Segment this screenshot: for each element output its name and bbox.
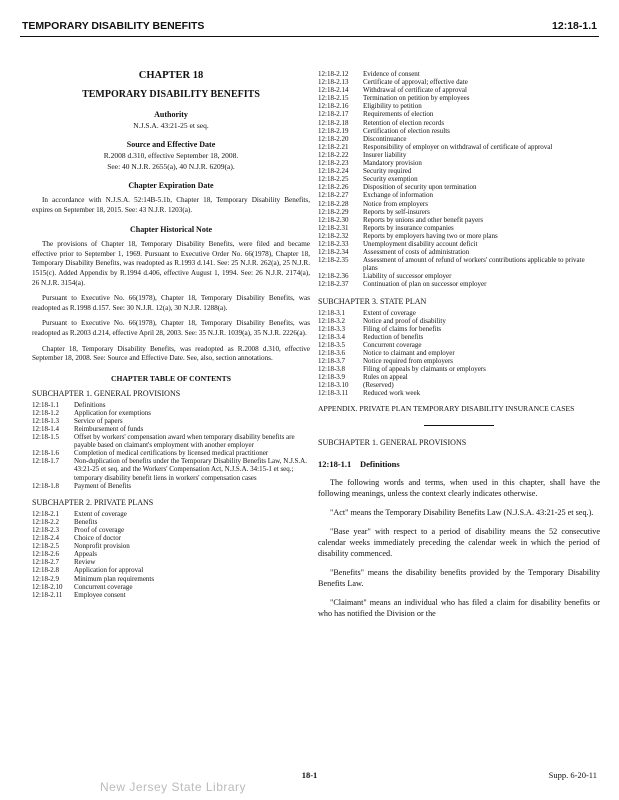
toc-entry [318, 349, 486, 357]
history-paragraph: Chapter 18, Temporary Disability Benefits, was readopted as R.2008 d.310, effective September 18, 2008. See: Source and Effective Date. See, also, section annotations. [32, 344, 310, 363]
toc-entry-title: Notice required from employers [363, 357, 453, 366]
toc-entry-title: Benefits [74, 517, 98, 526]
toc-entry-title: Extent of coverage [74, 509, 127, 518]
toc-entry [32, 417, 310, 425]
toc-entry-number: 12:18-3.6 [318, 349, 346, 357]
toc-entry [318, 127, 600, 135]
toc-entry [318, 94, 600, 102]
toc-entry [318, 110, 600, 118]
toc-entry-number: 12:18-2.17 [318, 110, 349, 119]
toc-entry [318, 208, 600, 216]
toc-entry-number: 12:18-2.21 [318, 142, 349, 151]
toc-entry [318, 216, 600, 224]
toc-entry-number: 12:18-2.35 [318, 256, 349, 265]
toc-entry-title: Certification of election results [363, 126, 450, 135]
toc-entry-title: Retention of election records [363, 118, 445, 127]
appendix-entry: APPENDIX. PRIVATE PLAN TEMPORARY DISABILITY INSURANCE CASES [318, 403, 575, 413]
toc-entry-number: 12:18-2.9 [32, 574, 60, 583]
toc-entry [318, 240, 600, 248]
toc-entry-number: 12:18-2.7 [32, 558, 60, 567]
authority-text: N.J.S.A. 43:21-25 et seq. [133, 121, 209, 130]
toc-entry-number: 12:18-2.34 [318, 248, 349, 257]
toc-entry-number: 12:18-2.11 [32, 590, 63, 599]
toc-entry-title: Insurer liability [363, 150, 407, 159]
toc-entry-title: Minimum plan requirements [74, 574, 155, 583]
toc-entry-title: Proof of coverage [74, 525, 125, 534]
toc-entry-title: Requirements of election [363, 110, 434, 119]
header-section: 12:18-1.1 [552, 20, 597, 32]
definition-paragraph: "Claimant" means an individual who has filed a claim for disability benefits or who has notified the Division or the [318, 597, 600, 618]
toc-entry-title: Mandatory provision [363, 159, 422, 168]
toc-entry-number: 12:18-2.6 [32, 550, 60, 559]
definition-paragraph: "Benefits" means the disability benefits provided by the Temporary Disability Benefits Law. [318, 567, 600, 588]
toc-entry-number: 12:18-2.29 [318, 207, 349, 216]
definition-paragraph: "Base year" with respect to a period of disability means the 52 consecutive calendar weeks immediately preceding the calendar week in which the period of disability commenced. [318, 526, 600, 558]
toc-entry [318, 309, 486, 317]
toc-entry [318, 183, 600, 191]
toc-entry-number: 12:18-1.7 [32, 457, 60, 466]
toc-entry-title: Security exemption [363, 175, 418, 184]
toc-entry-title: Employee consent [74, 590, 126, 599]
toc-entry-title: Evidence of consent [363, 70, 420, 78]
toc-entry [318, 325, 486, 333]
toc-entry [318, 151, 600, 159]
toc-entry [318, 200, 600, 208]
toc-entry-number: 12:18-2.24 [318, 167, 349, 176]
toc-entry-number: 12:18-2.19 [318, 126, 349, 135]
toc-entry-number: 12:18-2.14 [318, 86, 349, 95]
toc-entry-title: Appeals [74, 550, 97, 559]
toc-entry [318, 78, 600, 86]
expiration-text: In accordance with N.J.S.A. 52:14B-5.1b, Chapter 18, Temporary Disability Benefits, expires on September 18, 2015. See: 43 N.J.R. 1203(a). [32, 196, 310, 214]
toc-entry [318, 317, 486, 325]
toc-entry [318, 248, 600, 256]
toc-entry [318, 143, 600, 151]
toc-entry-number: 12:18-1.4 [32, 425, 60, 433]
toc-entry-number: 12:18-3.10 [318, 381, 349, 390]
toc-entry [32, 583, 154, 591]
toc-entry-number: 12:18-2.12 [318, 70, 349, 78]
toc-entry-title: Exchange of information [363, 191, 433, 200]
toc-entry-number: 12:18-2.18 [318, 118, 349, 127]
toc-entry-title: Disposition of security upon termination [363, 183, 477, 192]
toc-entry [32, 433, 310, 449]
toc-entry-number: 12:18-2.23 [318, 159, 349, 168]
toc-entry-number: 12:18-2.26 [318, 183, 349, 192]
chapter-title: TEMPORARY DISABILITY BENEFITS [82, 89, 260, 100]
toc-entry [32, 425, 310, 433]
toc-subchapter-3 [318, 309, 486, 398]
toc-entry [318, 272, 600, 280]
toc-entry [32, 457, 310, 481]
toc-entry-number: 12:18-1.8 [32, 481, 60, 490]
section-divider [424, 425, 494, 426]
chapter-number: CHAPTER 18 [138, 70, 204, 81]
toc-entry-title: Discontinuance [363, 134, 407, 143]
toc-entry-title: Reports by self-insurers [363, 207, 430, 216]
toc-entry [318, 102, 600, 110]
source-heading: Source and Effective Date [126, 140, 216, 149]
toc-entry [318, 191, 600, 199]
toc-entry-title: (Reserved) [363, 381, 394, 390]
toc-entry-title: Notice from employers [363, 199, 428, 208]
toc-entry-number: 12:18-3.4 [318, 332, 346, 341]
toc-entry-number: 12:18-3.11 [318, 389, 349, 398]
toc-entry-title: Eligibility to petition [363, 102, 422, 111]
history-paragraph: Pursuant to Executive No. 66(1978), Chapter 18, Temporary Disability Benefits, was readopted as R.2003 d.214, effective April 28, 2003. See: 35 N.J.R. 1039(a), 35 N.J.R. 2226(a). [32, 319, 310, 337]
toc-entry [318, 280, 600, 288]
toc-entry [318, 135, 600, 143]
toc-entry-title: Payment of Benefits [74, 481, 132, 490]
toc-entry [32, 510, 154, 518]
source-text-1: R.2008 d.310, effective September 18, 2008. [103, 151, 239, 160]
toc-entry-title: Filing of claims for benefits [363, 324, 442, 333]
toc-entry-number: 12:18-2.13 [318, 78, 349, 87]
toc-entry-number: 12:18-1.5 [32, 433, 60, 442]
toc-entry [318, 373, 486, 381]
toc-entry-number: 12:18-2.15 [318, 94, 349, 103]
toc-entry-number: 12:18-3.5 [318, 340, 346, 349]
toc-title: CHAPTER TABLE OF CONTENTS [111, 373, 231, 383]
body-subchapter-heading: SUBCHAPTER 1. GENERAL PROVISIONS [318, 437, 467, 447]
toc-entry [318, 256, 600, 272]
section-number: 12:18-1.1 [318, 458, 352, 469]
toc-entry-title: Service of papers [74, 416, 123, 425]
history-paragraph: The provisions of Chapter 18, Temporary Disability Benefits, were filed and became effective prior to September 1, 1969. Pursuant to Executive Order No. 66(1978), Chapter 18, Temporary Disability Benefits, was readopted as R.1993 d.141. See: 25 N.J.R. 262(a), 25 N.J.R. 1515(c). Added Appendix by R.1994 d.406, effective August 1, 1994. See: 26 N.J.R. 2174(a), 26 N.J.R. 3154(a). [32, 240, 310, 287]
toc-entry-title: Extent of coverage [363, 308, 416, 317]
toc-entry-number: 12:18-2.8 [32, 566, 60, 575]
toc-subchapter-2-continued [318, 70, 600, 289]
toc-entry-number: 12:18-2.25 [318, 175, 349, 184]
toc-entry-title: Reduction of benefits [363, 332, 424, 341]
subchapter-3-heading: SUBCHAPTER 3. STATE PLAN [318, 296, 427, 306]
toc-entry-number: 12:18-2.33 [318, 239, 349, 248]
toc-subchapter-2 [32, 510, 154, 599]
toc-entry-number: 12:18-2.32 [318, 231, 349, 240]
toc-entry-number: 12:18-2.16 [318, 102, 349, 111]
running-header [20, 16, 599, 37]
toc-entry-number: 12:18-2.20 [318, 134, 349, 143]
subchapter-2-heading: SUBCHAPTER 2. PRIVATE PLANS [32, 497, 154, 507]
toc-entry-number: 12:18-2.22 [318, 150, 349, 159]
page-number: 18-1 [301, 770, 318, 780]
toc-entry-number: 12:18-2.3 [32, 525, 60, 534]
toc-entry-number: 12:18-2.2 [32, 517, 60, 526]
toc-entry-title: Reduced work week [363, 389, 421, 398]
subchapter-1-heading: SUBCHAPTER 1. GENERAL PROVISIONS [32, 388, 181, 398]
left-column [32, 70, 310, 599]
toc-entry-number: 12:18-1.1 [32, 400, 60, 409]
toc-entry-number: 12:18-3.1 [318, 308, 346, 317]
toc-entry-title: Notice and proof of disability [363, 316, 446, 325]
right-column [318, 70, 600, 619]
toc-entry-title: Security required [363, 167, 412, 176]
toc-entry [32, 542, 154, 550]
toc-entry [318, 357, 486, 365]
toc-entry [32, 409, 310, 417]
toc-entry-title: Nonprofit provision [74, 542, 130, 551]
toc-entry [318, 381, 486, 389]
toc-entry-number: 12:18-3.7 [318, 357, 346, 366]
toc-entry [318, 333, 486, 341]
toc-entry-number: 12:18-2.28 [318, 199, 349, 208]
toc-entry [32, 566, 154, 574]
toc-entry-title: Definitions [74, 400, 106, 409]
toc-entry [318, 232, 600, 240]
toc-entry-number: 12:18-2.1 [32, 509, 60, 518]
toc-entry [32, 534, 154, 542]
toc-entry-number: 12:18-2.5 [32, 542, 60, 551]
supplement-date: Supp. 6-20-11 [548, 770, 597, 780]
authority-heading: Authority [154, 110, 188, 119]
toc-entry [32, 449, 310, 457]
toc-entry-title: Rules on appeal [363, 373, 408, 382]
toc-entry-title: Notice to claimant and employer [363, 349, 455, 357]
toc-entry-title: Liability of successor employer [363, 272, 452, 281]
toc-entry-number: 12:18-1.6 [32, 449, 60, 458]
definition-paragraph: The following words and terms, when used in this chapter, shall have the following meanings, unless the context clearly indicates otherwise. [318, 477, 600, 498]
toc-entry-title: Review [74, 558, 96, 567]
toc-entry [32, 518, 154, 526]
toc-entry-title: Concurrent coverage [363, 340, 422, 349]
toc-entry-number: 12:18-2.30 [318, 215, 349, 224]
toc-entry-title: Assessment of costs of administration [363, 248, 470, 257]
toc-entry-title: Assessment of amount of refund of workers' contributions applicable to private plans [363, 256, 585, 273]
toc-entry-number: 12:18-3.3 [318, 324, 346, 333]
toc-entry-title: Choice of doctor [74, 534, 122, 543]
toc-entry-title: Continuation of plan on successor employer [363, 280, 487, 289]
toc-entry-number: 12:18-2.4 [32, 534, 60, 543]
definition-paragraph: "Act" means the Temporary Disability Benefits Law (N.J.S.A. 43:21-25 et seq.). [330, 507, 594, 517]
toc-entry [318, 86, 600, 94]
toc-entry [32, 575, 154, 583]
toc-entry-title: Application for exemptions [74, 408, 151, 417]
toc-entry-title: Filing of appeals by claimants or employers [363, 365, 486, 374]
history-heading: Chapter Historical Note [129, 225, 213, 235]
toc-entry-title: Offset by workers' compensation award when temporary disability benefits are payable based on claimant's employment with another employer [74, 433, 295, 450]
toc-entry [318, 167, 600, 175]
toc-entry [318, 175, 600, 183]
library-watermark: New Jersey State Library [100, 780, 247, 794]
toc-entry-number: 12:18-2.10 [32, 582, 63, 591]
toc-entry [32, 591, 154, 599]
toc-entry [32, 401, 310, 409]
toc-entry-number: 12:18-3.2 [318, 316, 346, 325]
toc-entry-title: Termination on petition by employees [363, 94, 470, 103]
toc-entry [318, 119, 600, 127]
toc-entry [318, 159, 600, 167]
section-title: Definitions [360, 458, 400, 469]
toc-entry [318, 365, 486, 373]
toc-entry [32, 558, 154, 566]
toc-entry-number: 12:18-2.37 [318, 280, 349, 289]
toc-entry-number: 12:18-2.36 [318, 272, 349, 281]
section-heading [318, 459, 600, 469]
toc-entry [318, 70, 600, 78]
toc-entry [32, 526, 154, 534]
toc-entry [318, 224, 600, 232]
toc-entry-title: Reports by unions and other benefit payers [363, 215, 484, 224]
toc-entry-title: Reports by insurance companies [363, 223, 454, 232]
toc-entry-title: Withdrawal of certificate of approval [363, 86, 467, 95]
toc-entry-title: Completion of medical certifications by licensed medical practitioner [74, 449, 269, 458]
toc-entry-number: 12:18-1.2 [32, 408, 60, 417]
toc-entry-title: Unemployment disability account deficit [363, 239, 478, 248]
toc-entry [32, 550, 154, 558]
header-title: TEMPORARY DISABILITY BENEFITS [22, 20, 205, 32]
toc-entry-title: Concurrent coverage [74, 582, 133, 591]
toc-entry [318, 389, 486, 397]
toc-entry-title: Reports by employers having two or more plans [363, 231, 498, 240]
toc-entry [32, 482, 310, 490]
history-paragraph: Pursuant to Executive No. 66(1978), Chapter 18, Temporary Disability Benefits, was readopted as R.1998 d.157. See: 30 N.J.R. 12(a), 30 N.J.R. 1288(a). [32, 294, 310, 312]
source-text-2: See: 40 N.J.R. 2655(a), 40 N.J.R. 6209(a). [107, 162, 235, 171]
toc-entry-number: 12:18-1.3 [32, 416, 60, 425]
toc-entry-number: 12:18-2.27 [318, 191, 349, 200]
toc-entry-title: Non-duplication of benefits under the Temporary Disability Benefits Law, N.J.S.A. 43:21-25 et seq. and the Workers' Compensation Act, N.J.S.A. 34:15-1 et seq.; temporary disability benefit liens in workers' compensation cases [74, 457, 307, 482]
toc-entry-number: 12:18-2.31 [318, 223, 349, 232]
toc-entry-title: Responsibility of employer on withdrawal of certificate of approval [363, 142, 553, 151]
toc-entry-title: Application for approval [74, 566, 144, 575]
toc-entry-number: 12:18-3.8 [318, 365, 346, 374]
toc-subchapter-1 [32, 401, 310, 490]
expiration-heading: Chapter Expiration Date [128, 181, 214, 190]
toc-entry [318, 341, 486, 349]
toc-entry-title: Certificate of approval; effective date [363, 78, 468, 87]
toc-entry-number: 12:18-3.9 [318, 373, 346, 382]
toc-entry-title: Reimbursement of funds [74, 425, 144, 433]
